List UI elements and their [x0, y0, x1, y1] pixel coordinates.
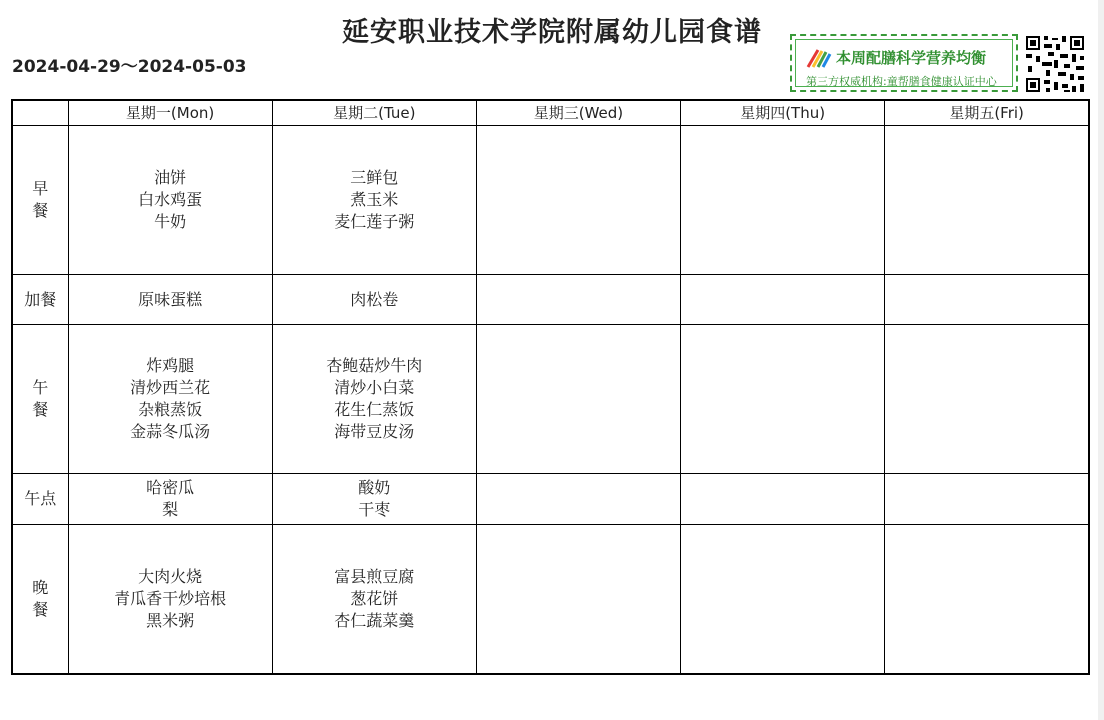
menu-cell-tue — [272, 325, 476, 474]
dish: 哈密瓜 — [146, 478, 195, 497]
dish: 原味蛋糕 — [138, 289, 203, 309]
menu-cell-wed — [476, 126, 680, 275]
menu-cell-mon — [68, 126, 272, 275]
menu-cell-fri — [885, 525, 1089, 674]
day-header-tue: 星期二(Tue) — [272, 100, 476, 126]
table-row — [12, 126, 1089, 275]
nutrition-badge — [790, 34, 1018, 92]
vertical-scrollbar[interactable] — [1098, 0, 1104, 720]
dish: 清炒小白菜 — [334, 378, 415, 397]
meal-label-char: 早 — [32, 179, 49, 198]
meal-label-char: 餐 — [32, 599, 49, 619]
dish: 大肉火烧 — [138, 566, 203, 586]
dish: 青瓜香干炒培根 — [114, 588, 227, 608]
dish: 牛奶 — [154, 212, 187, 231]
menu-cell-tue — [272, 525, 476, 674]
dish: 黑米粥 — [146, 610, 195, 630]
dish: 麦仁莲子粥 — [334, 212, 415, 231]
dish: 花生仁蒸饭 — [334, 400, 415, 419]
menu-cell-tue — [272, 275, 476, 325]
menu-table — [11, 99, 1090, 675]
dish: 干枣 — [358, 500, 391, 519]
badge-subtitle: 第三方权威机构:童帮膳食健康认证中心 — [806, 75, 997, 88]
meal-label-char: 餐 — [32, 201, 49, 220]
day-header-mon: 星期一(Mon) — [68, 100, 272, 126]
dish: 油饼 — [154, 168, 187, 187]
dish: 杏鲍菇炒牛肉 — [326, 356, 423, 375]
dish: 清炒西兰花 — [130, 378, 211, 397]
meal-label-lunch — [12, 325, 68, 474]
day-header-wed: 星期三(Wed) — [476, 100, 680, 126]
meal-label-char: 晚 — [32, 577, 49, 597]
table-row — [12, 525, 1089, 674]
meal-label-char: 餐 — [32, 400, 49, 419]
table-row — [12, 474, 1089, 525]
dish: 三鲜包 — [350, 168, 399, 187]
dish: 白水鸡蛋 — [138, 190, 203, 209]
dish: 杏仁蔬菜羹 — [334, 610, 415, 630]
page-title: 延安职业技术学院附属幼儿园食谱 — [342, 17, 762, 48]
menu-cell-thu — [681, 275, 885, 325]
menu-cell-wed — [476, 325, 680, 474]
table-row — [12, 325, 1089, 474]
rainbow-logo-icon — [806, 48, 832, 68]
menu-cell-mon — [68, 525, 272, 674]
header-row — [12, 100, 1089, 126]
meal-label-snack: 加餐 — [12, 275, 68, 325]
dish: 富县煎豆腐 — [334, 566, 415, 586]
dish: 梨 — [162, 500, 179, 519]
menu-cell-thu — [681, 525, 885, 674]
menu-cell-fri — [885, 275, 1089, 325]
menu-cell-thu — [681, 126, 885, 275]
meal-label-char: 午 — [32, 378, 49, 397]
menu-cell-wed — [476, 275, 680, 325]
menu-cell-tue — [272, 126, 476, 275]
day-header-fri: 星期五(Fri) — [885, 100, 1089, 126]
dish: 酸奶 — [358, 478, 391, 497]
dish: 海带豆皮汤 — [334, 422, 415, 441]
menu-cell-mon — [68, 474, 272, 525]
qr-code-icon[interactable] — [1024, 34, 1086, 94]
day-header-thu: 星期四(Thu) — [681, 100, 885, 126]
date-range: 2024-04-29～2024-05-03 — [12, 57, 247, 77]
dish: 炸鸡腿 — [146, 356, 195, 375]
menu-cell-wed — [476, 525, 680, 674]
badge-title: 本周配膳科学营养均衡 — [836, 49, 987, 67]
menu-cell-fri — [885, 474, 1089, 525]
table-row — [12, 275, 1089, 325]
menu-cell-fri — [885, 325, 1089, 474]
corner-cell — [12, 100, 68, 126]
dish: 杂粮蒸饭 — [138, 400, 203, 419]
meal-label-breakfast — [12, 126, 68, 275]
menu-cell-thu — [681, 325, 885, 474]
dish: 金蒜冬瓜汤 — [130, 422, 211, 441]
dish: 葱花饼 — [350, 588, 399, 608]
menu-cell-mon — [68, 325, 272, 474]
dish: 煮玉米 — [350, 190, 399, 209]
menu-cell-tue — [272, 474, 476, 525]
dish: 肉松卷 — [350, 289, 399, 309]
menu-cell-thu — [681, 474, 885, 525]
meal-label-afternoon-snack: 午点 — [12, 474, 68, 525]
menu-cell-mon — [68, 275, 272, 325]
menu-cell-wed — [476, 474, 680, 525]
meal-label-dinner — [12, 525, 68, 674]
menu-cell-fri — [885, 126, 1089, 275]
